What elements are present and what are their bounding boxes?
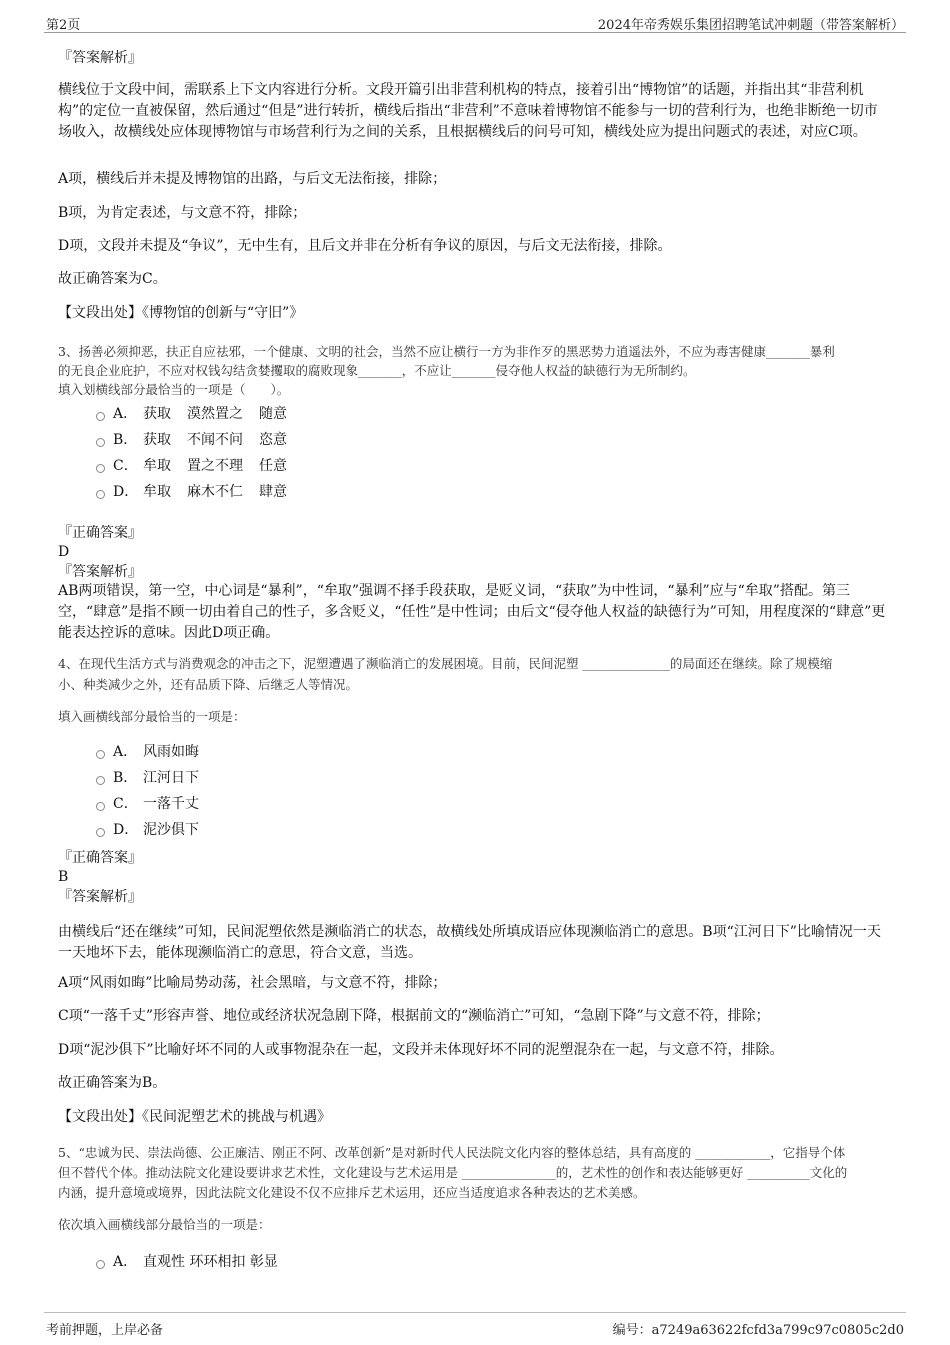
q4-stem-line2: 小、种类减少之外，还有品质下降、后继乏人等情况。 [58, 677, 359, 692]
document-id: 编号：a7249a63622fcfd3a799c97c0805c2d0 [612, 1323, 904, 1338]
q4-analysis-p3: C项“一落千丈”形容声誉、地位或经济状况急剧下降，根据前文的“濒临消亡”可知，“急剧下降”与文意不符，排除； [58, 1008, 770, 1024]
q5-prompt: 依次填入画横线部分最恰当的一项是： [58, 1217, 271, 1232]
q2-conclusion: 故正确答案为C。 [58, 271, 167, 287]
q3-option-b[interactable]: B． 获取 不闻不问 恣意 [96, 430, 303, 450]
q2-analysis-p2: A项，横线后并未提及博物馆的出路，与后文无法衔接，排除； [58, 171, 447, 187]
page-footer [44, 1312, 906, 1341]
radio-icon[interactable] [96, 490, 105, 499]
q4-analysis-p1: 由横线后“还在继续”可知，民间泥塑依然是濒临消亡的状态，故横线处所填成语应体现濒临消亡的意思。B项“江河日下”比喻情况一天一天地坏下去，能体现濒临消亡的意思，符合文意，当选。 [58, 924, 881, 961]
q3-analysis-label: 『答案解析』 [58, 564, 142, 580]
q3-answer-label: 『正确答案』 [58, 525, 142, 541]
radio-icon[interactable] [96, 828, 105, 837]
q5-stem-line2: 但不替代个体。推动法院文化建设要讲求艺术性，文化建设与艺术运用是 _______________的，艺术性的创作和表达能够更好 __________文化的 [58, 1165, 848, 1180]
q5-option-a[interactable]: A． 直观性 环环相扣 彰显 [96, 1252, 278, 1272]
q5-stem-line1: 5、“忠诚为民、崇法尚德、公正廉洁、刚正不阿、改革创新”是对新时代人民法院文化内容的整体总结，具有高度的 ____________，它指导个体 [58, 1145, 846, 1160]
q3-option-c[interactable]: C． 牟取 置之不理 任意 [96, 456, 303, 476]
q2-source: 【文段出处】《博物馆的创新与“守旧”》 [58, 305, 304, 321]
q2-analysis-p4: D项，文段并未提及“争议”，无中生有，且后文并非在分析有争议的原因，与后文无法衔接，排除。 [58, 238, 672, 254]
q4-source: 【文段出处】《民间泥塑艺术的挑战与机遇》 [58, 1109, 331, 1125]
radio-icon[interactable] [96, 750, 105, 759]
q4-analysis-p4: D项“泥沙俱下”比喻好坏不同的人或事物混杂在一起，文段并未体现好坏不同的泥塑混杂在一起，与文意不符，排除。 [58, 1042, 784, 1058]
radio-icon[interactable] [96, 802, 105, 811]
radio-icon[interactable] [96, 438, 105, 447]
q4-option-c[interactable]: C． 一落千丈 [96, 794, 199, 814]
q4-option-b[interactable]: B． 江河日下 [96, 768, 199, 788]
q3-option-d[interactable]: D． 牟取 麻木不仁 肆意 [96, 482, 303, 502]
q3-analysis: AB两项错误，第一空，中心词是“暴利”，“牟取”强调不择手段获取，是贬义词，“获取”为中性词，“暴利”应与“牟取”搭配。第三空，“肆意”是指不顾一切由着自己的性子，多含贬义，“任性”是中性词；由后文“侵夺他人权益的缺德行为”可知，用程度深的“肆意”更能表达控诉的意味。因此D项正确。 [58, 583, 886, 641]
q5-stem-line3: 内涵，提升意境或境界，因此法院文化建设不仅不应排斥艺术运用，还应当适度追求各种表达的艺术美感。 [58, 1185, 646, 1200]
footer-slogan: 考前押题，上岸必备 [46, 1323, 164, 1338]
q4-analysis-p2: A项“风雨如晦”比喻局势动荡，社会黑暗，与文意不符，排除； [58, 975, 447, 991]
q4-answer: B [58, 869, 69, 885]
q3-stem-line1: 3、扬善必须抑恶，扶正自应祛邪，一个健康、文明的社会，当然不应让横行一方为非作歹的黑恶势力逍遥法外，不应为毒害健康_______暴利 [58, 344, 835, 359]
page-header [44, 12, 906, 33]
q4-option-a[interactable]: A． 风雨如晦 [96, 742, 199, 762]
q4-answer-label: 『正确答案』 [58, 850, 142, 866]
document-title: 2024年帝秀娱乐集团招聘笔试冲刺题（带答案解析） [597, 18, 904, 33]
page-number: 第2页 [46, 18, 81, 33]
q3-prompt: 填入划横线部分最恰当的一项是（ ）。 [58, 382, 290, 397]
q2-analysis-p1: 横线位于文段中间，需联系上下文内容进行分析。文段开篇引出非营利机构的特点，接着引出“博物馆”的话题，并指出其“非营利机构”的定位一直被保留，然后通过“但是”进行转折，横线后指出“非营利”不意味着博物馆不能参与一切的营利行为，也绝非断绝一切市场收入，故横线处应体现博物馆与市场营利行为之间的关系，且根据横线后的问号可知，横线处应为提出问题式的表述，对应C项。 [58, 82, 878, 140]
radio-icon[interactable] [96, 776, 105, 785]
q2-analysis-p3: B项，为肯定表述，与文意不符，排除； [58, 205, 307, 221]
q4-conclusion: 故正确答案为B。 [58, 1075, 167, 1091]
radio-icon[interactable] [96, 1260, 105, 1269]
q2-analysis-label: 『答案解析』 [58, 50, 142, 66]
q3-stem-line2: 的无良企业庇护，不应对权钱勾结贪婪攫取的腐败现象_______，不应让_______侵夺他人权益的缺德行为无所制约。 [58, 363, 696, 378]
q4-analysis-label: 『答案解析』 [58, 889, 142, 905]
radio-icon[interactable] [96, 464, 105, 473]
radio-icon[interactable] [96, 412, 105, 421]
q4-stem-line1: 4、在现代生活方式与消费观念的冲击之下，泥塑遭遇了濒临消亡的发展困境。目前，民间泥塑 ______________的局面还在继续。除了规模缩 [58, 656, 833, 671]
q3-answer: D [58, 544, 70, 560]
q4-prompt: 填入画横线部分最恰当的一项是： [58, 709, 246, 724]
q4-option-d[interactable]: D． 泥沙俱下 [96, 820, 199, 840]
q3-option-a[interactable]: A． 获取 漠然置之 随意 [96, 404, 303, 424]
